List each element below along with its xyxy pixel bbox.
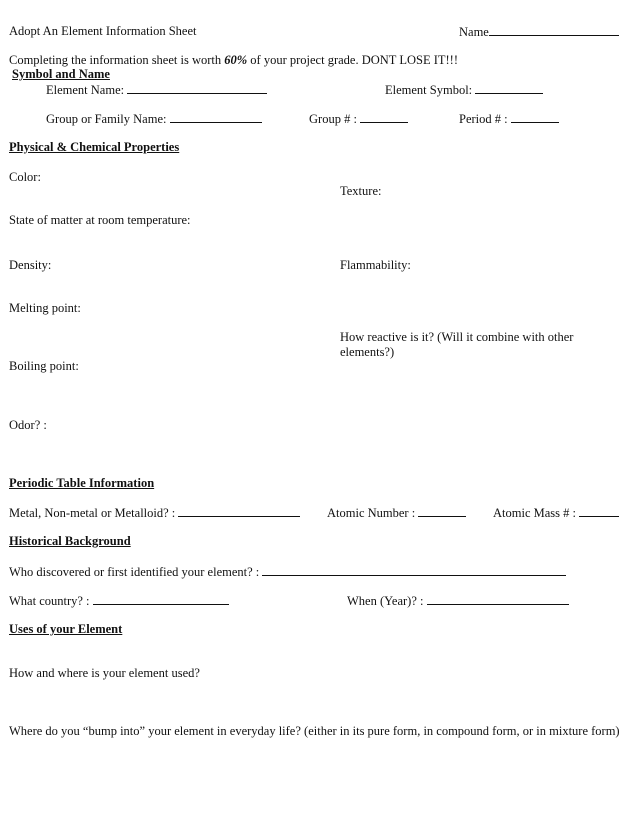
atomic-mass-label: Atomic Mass # : — [493, 506, 576, 520]
density-label: Density: — [9, 258, 52, 272]
discovered-by-label: Who discovered or first identified your element? : — [9, 565, 260, 579]
metal-type-label: Metal, Non-metal or Metalloid? : — [9, 506, 176, 520]
metal-type-blank[interactable] — [178, 505, 300, 517]
group-number-blank[interactable] — [360, 111, 408, 123]
period-label: Period # : — [459, 112, 508, 126]
group-family-field[interactable] — [46, 111, 262, 127]
historical-heading: Historical Background — [9, 534, 131, 548]
country-field[interactable] — [9, 593, 229, 609]
melting-point-label: Melting point: — [9, 301, 81, 315]
element-name-label: Element Name: — [46, 83, 125, 97]
name-label: Name — [459, 25, 489, 39]
sheet-title: Adopt An Element Information Sheet — [9, 24, 197, 38]
flammability-label: Flammability: — [340, 258, 411, 272]
element-name-field[interactable] — [46, 82, 267, 98]
intro-text — [9, 53, 458, 68]
year-field[interactable] — [347, 593, 569, 609]
state-of-matter-label: State of matter at room temperature: — [9, 213, 191, 227]
intro-suffix: of your project grade. DONT LOSE IT!!! — [247, 53, 458, 67]
element-name-blank[interactable] — [127, 82, 267, 94]
atomic-number-label: Atomic Number : — [327, 506, 416, 520]
intro-emphasis: 60% — [224, 53, 248, 67]
period-blank[interactable] — [511, 111, 559, 123]
periodic-table-heading: Periodic Table Information — [9, 476, 155, 490]
group-family-label: Group or Family Name: — [46, 112, 167, 126]
period-field[interactable] — [459, 111, 559, 127]
name-blank[interactable] — [489, 24, 619, 36]
year-blank[interactable] — [427, 593, 569, 605]
atomic-mass-blank[interactable] — [579, 505, 619, 517]
country-label: What country? : — [9, 594, 90, 608]
element-symbol-label: Element Symbol: — [385, 83, 473, 97]
color-label: Color: — [9, 170, 41, 184]
odor-label: Odor? : — [9, 418, 47, 432]
element-symbol-blank[interactable] — [475, 82, 543, 94]
group-family-blank[interactable] — [170, 111, 262, 123]
reactivity-label: How reactive is it? (Will it combine with other elements?) — [340, 330, 574, 359]
name-field[interactable] — [459, 24, 619, 40]
metal-type-field[interactable] — [9, 505, 300, 521]
everyday-life-label: Where do you “bump into” your element in everyday life? (either in its pure form, in compound form, or in mixture form) — [9, 724, 620, 738]
texture-label: Texture: — [340, 184, 382, 198]
discovered-by-field[interactable] — [9, 564, 566, 580]
element-symbol-field[interactable] — [385, 82, 543, 98]
physical-chemical-heading: Physical & Chemical Properties — [9, 140, 180, 154]
group-number-field[interactable] — [309, 111, 408, 127]
boiling-point-label: Boiling point: — [9, 359, 79, 373]
intro-prefix: Completing the information sheet is worth — [9, 53, 225, 67]
atomic-mass-field[interactable] — [493, 505, 619, 521]
uses-heading: Uses of your Element — [9, 622, 123, 636]
atomic-number-blank[interactable] — [418, 505, 466, 517]
country-blank[interactable] — [93, 593, 229, 605]
atomic-number-field[interactable] — [327, 505, 466, 521]
symbol-and-name-heading: Symbol and Name — [12, 67, 110, 81]
year-label: When (Year)? : — [347, 594, 424, 608]
how-where-used-label: How and where is your element used? — [9, 666, 200, 680]
group-number-label: Group # : — [309, 112, 357, 126]
discovered-by-blank[interactable] — [262, 564, 566, 576]
